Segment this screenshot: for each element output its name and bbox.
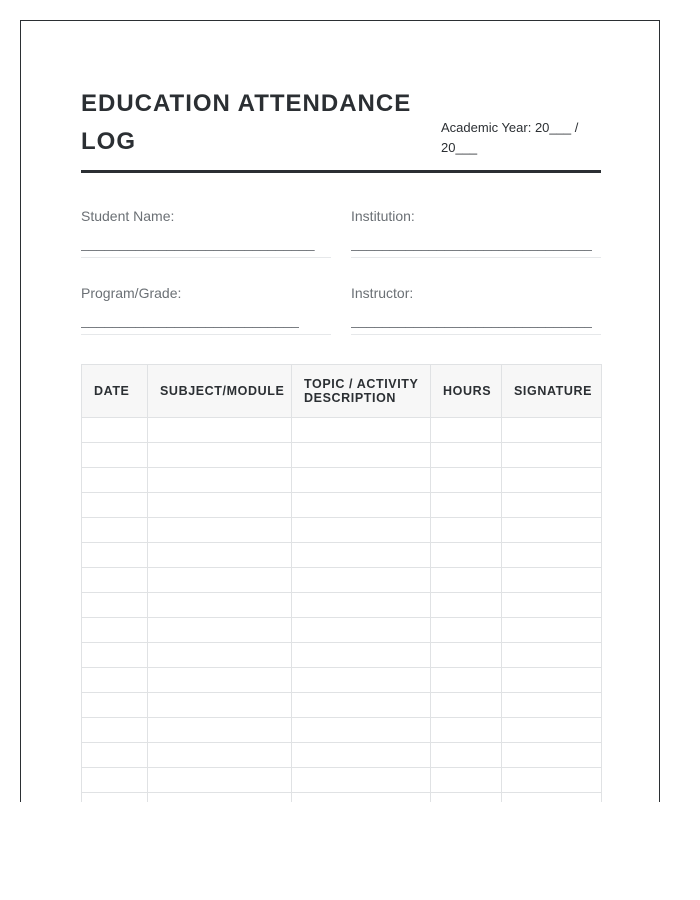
column-header-hours: HOURS (431, 365, 502, 418)
table-row (82, 718, 602, 743)
signature-cell[interactable] (502, 643, 602, 668)
table-row (82, 643, 602, 668)
subject-cell[interactable] (148, 518, 292, 543)
signature-cell[interactable] (502, 718, 602, 743)
hours-cell[interactable] (431, 418, 502, 443)
date-cell[interactable] (82, 768, 148, 793)
program-grade-field[interactable] (81, 284, 331, 335)
date-cell[interactable] (82, 543, 148, 568)
signature-cell[interactable] (502, 518, 602, 543)
table-row (82, 468, 602, 493)
signature-cell[interactable] (502, 568, 602, 593)
hours-cell[interactable] (431, 618, 502, 643)
document-page (20, 20, 660, 802)
institution-field[interactable] (351, 207, 601, 258)
topic-cell[interactable] (292, 718, 431, 743)
column-header-subject: SUBJECT/MODULE (148, 365, 292, 418)
field-label: Institution: (351, 208, 415, 224)
signature-cell[interactable] (502, 593, 602, 618)
hours-cell[interactable] (431, 668, 502, 693)
signature-cell[interactable] (502, 618, 602, 643)
date-cell[interactable] (82, 718, 148, 743)
table-row (82, 668, 602, 693)
column-header-signature: SIGNATURE (502, 365, 602, 418)
subject-cell[interactable] (148, 593, 292, 618)
topic-cell[interactable] (292, 743, 431, 768)
hours-cell[interactable] (431, 568, 502, 593)
topic-cell[interactable] (292, 768, 431, 793)
date-cell[interactable] (82, 518, 148, 543)
hours-cell[interactable] (431, 693, 502, 718)
signature-cell[interactable] (502, 743, 602, 768)
subject-cell[interactable] (148, 693, 292, 718)
hours-cell[interactable] (431, 543, 502, 568)
table-row (82, 743, 602, 768)
topic-cell[interactable] (292, 668, 431, 693)
table-row (82, 693, 602, 718)
topic-cell[interactable] (292, 418, 431, 443)
table-row (82, 418, 602, 443)
date-cell[interactable] (82, 443, 148, 468)
table-row (82, 593, 602, 618)
topic-cell[interactable] (292, 518, 431, 543)
table-row (82, 768, 602, 793)
subject-cell[interactable] (148, 793, 292, 803)
subject-cell[interactable] (148, 443, 292, 468)
subject-cell[interactable] (148, 743, 292, 768)
date-cell[interactable] (82, 618, 148, 643)
date-cell[interactable] (82, 693, 148, 718)
hours-cell[interactable] (431, 743, 502, 768)
table-row (82, 518, 602, 543)
topic-cell[interactable] (292, 543, 431, 568)
topic-cell[interactable] (292, 618, 431, 643)
date-cell[interactable] (82, 468, 148, 493)
signature-cell[interactable] (502, 693, 602, 718)
column-header-topic: TOPIC / ACTIVITY DESCRIPTION (292, 365, 431, 418)
topic-cell[interactable] (292, 443, 431, 468)
topic-cell[interactable] (292, 593, 431, 618)
date-cell[interactable] (82, 593, 148, 618)
document-title: EDUCATION ATTENDANCE LOG (81, 90, 412, 155)
signature-cell[interactable] (502, 468, 602, 493)
subject-cell[interactable] (148, 418, 292, 443)
date-cell[interactable] (82, 743, 148, 768)
table-row (82, 543, 602, 568)
subject-cell[interactable] (148, 493, 292, 518)
subject-cell[interactable] (148, 543, 292, 568)
topic-cell[interactable] (292, 693, 431, 718)
table-header-row (82, 365, 602, 418)
student-name-field[interactable] (81, 207, 331, 258)
signature-cell[interactable] (502, 668, 602, 693)
date-cell[interactable] (82, 568, 148, 593)
student-name-blank[interactable]: ______________________________ (81, 235, 315, 251)
document-header (81, 83, 601, 173)
program-grade-blank[interactable]: ____________________________ (81, 312, 300, 328)
hours-cell[interactable] (431, 793, 502, 803)
subject-cell[interactable] (148, 718, 292, 743)
academic-year-field[interactable]: Academic Year: 20___ / 20___ (441, 120, 579, 155)
hours-cell[interactable] (431, 518, 502, 543)
table-row (82, 443, 602, 468)
subject-cell[interactable] (148, 643, 292, 668)
subject-cell[interactable] (148, 468, 292, 493)
column-header-date: DATE (82, 365, 148, 418)
topic-cell[interactable] (292, 493, 431, 518)
hours-cell[interactable] (431, 768, 502, 793)
institution-blank[interactable]: _______________________________ (351, 235, 593, 251)
signature-cell[interactable] (502, 443, 602, 468)
table-row (82, 793, 602, 803)
signature-cell[interactable] (502, 418, 602, 443)
date-cell[interactable] (82, 668, 148, 693)
hours-cell[interactable] (431, 643, 502, 668)
hours-cell[interactable] (431, 443, 502, 468)
subject-cell[interactable] (148, 568, 292, 593)
topic-cell[interactable] (292, 568, 431, 593)
signature-cell[interactable] (502, 793, 602, 803)
field-label: Student Name: (81, 208, 175, 224)
field-label: Instructor: (351, 285, 414, 301)
instructor-field[interactable] (351, 284, 601, 335)
topic-cell[interactable] (292, 793, 431, 803)
attendance-table (81, 364, 602, 802)
date-cell[interactable] (82, 793, 148, 803)
date-cell[interactable] (82, 643, 148, 668)
hours-cell[interactable] (431, 718, 502, 743)
instructor-blank[interactable]: _______________________________ (351, 312, 593, 328)
subject-cell[interactable] (148, 618, 292, 643)
table-row (82, 493, 602, 518)
subject-cell[interactable] (148, 768, 292, 793)
table-body (82, 418, 602, 803)
signature-cell[interactable] (502, 543, 602, 568)
table-row (82, 618, 602, 643)
topic-cell[interactable] (292, 643, 431, 668)
hours-cell[interactable] (431, 493, 502, 518)
signature-cell[interactable] (502, 768, 602, 793)
signature-cell[interactable] (502, 493, 602, 518)
date-cell[interactable] (82, 418, 148, 443)
hours-cell[interactable] (431, 468, 502, 493)
subject-cell[interactable] (148, 668, 292, 693)
hours-cell[interactable] (431, 593, 502, 618)
date-cell[interactable] (82, 493, 148, 518)
field-label: Program/Grade: (81, 285, 182, 301)
topic-cell[interactable] (292, 468, 431, 493)
table-row (82, 568, 602, 593)
